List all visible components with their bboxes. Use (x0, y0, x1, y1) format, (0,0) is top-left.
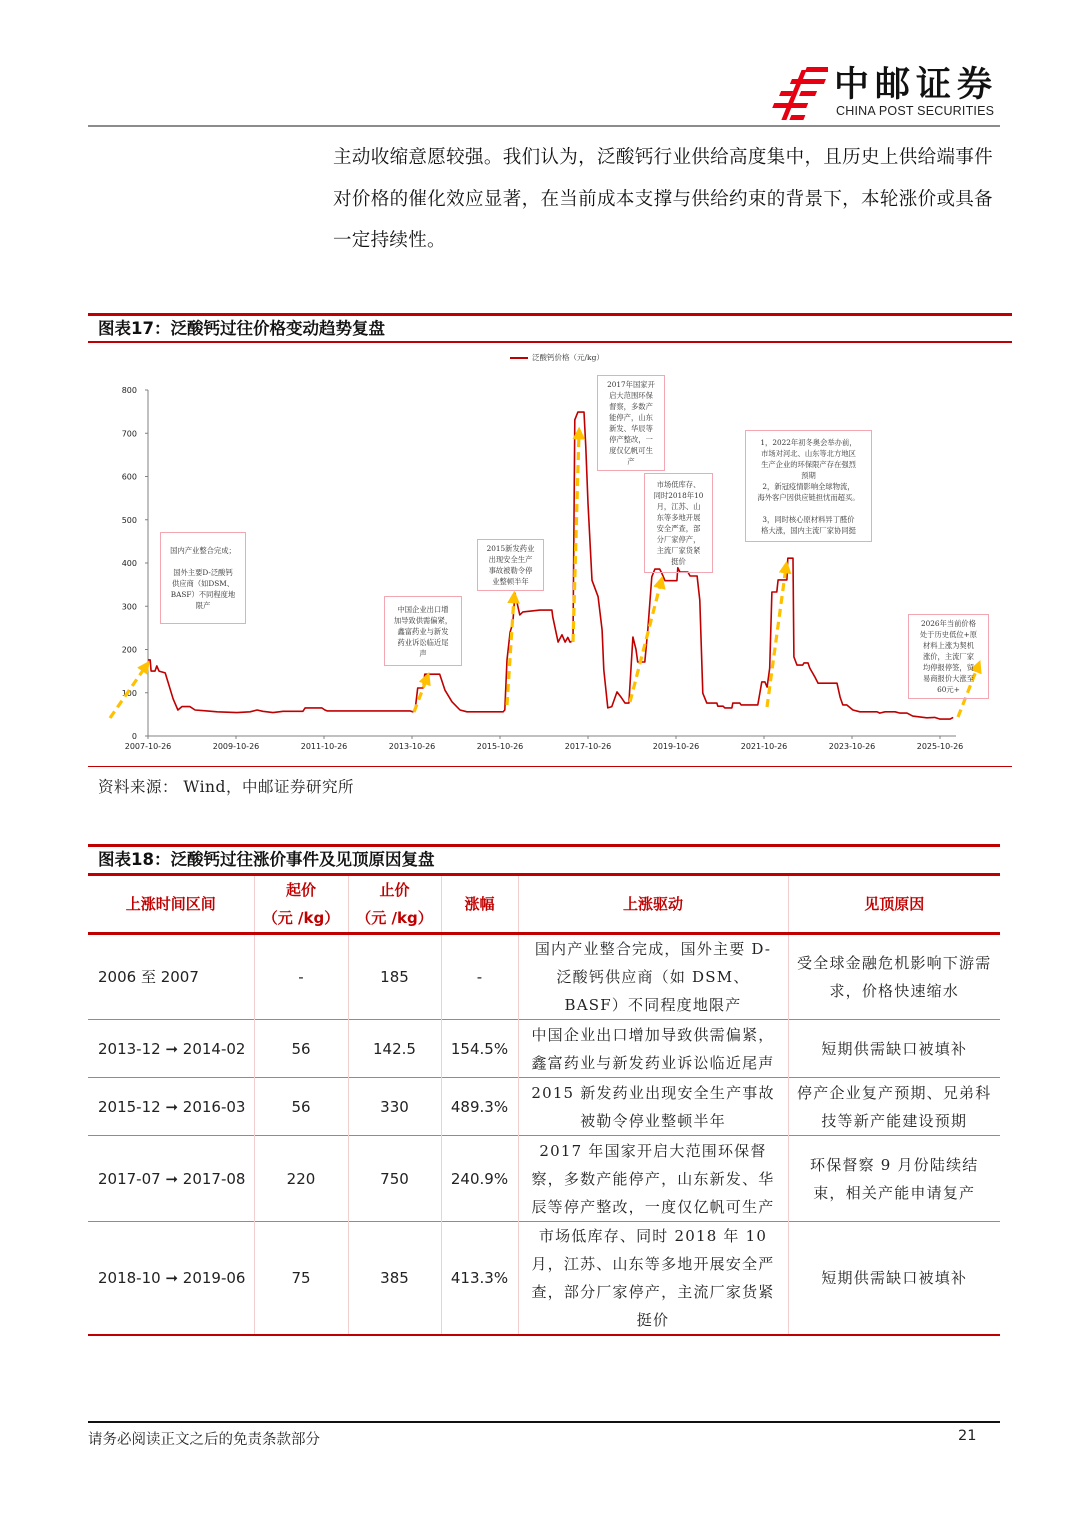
china-post-logo-icon (764, 64, 828, 124)
header-divider (88, 125, 1000, 127)
cell-end-price: 185 (348, 934, 441, 1020)
header-start-price-label: 起价 (285, 881, 316, 899)
header-end-price-label: 止价 (379, 881, 410, 899)
cell-start-price: 56 (254, 1078, 348, 1136)
header-start-price-unit: （元 /kg） (262, 909, 340, 927)
chart-annotation-2015: 2015新发药业 出现安全生产 事故被勒令停 业整顿半年 (477, 539, 544, 591)
figure17-top-rule (88, 313, 1012, 316)
cell-period: 2017-07 ➞ 2017-08 (88, 1136, 254, 1222)
header-end-price (348, 875, 441, 934)
x-tick-label: 2011-10-26 (300, 742, 348, 751)
cell-period: 2018-10 ➞ 2019-06 (88, 1222, 254, 1336)
table-row (88, 934, 1000, 1020)
y-tick-label: 0 (131, 732, 137, 741)
x-tick-label: 2009-10-26 (212, 742, 260, 751)
figure17-title: 图表17：泛酸钙过往价格变动趋势复盘 (98, 319, 385, 338)
table-row (88, 1136, 1000, 1222)
cell-start-price: 220 (254, 1136, 348, 1222)
cell-start-price: - (254, 934, 348, 1020)
cell-gain: 154.5% (441, 1020, 518, 1078)
chart-annotation-2017: 2017年国家开 启大范围环保 督察，多数产 能停产，山东 新发、华辰等 停产整改，一 度仅亿帆可生 产 (597, 375, 665, 471)
page-number: 21 (958, 1428, 977, 1444)
brand-name-cn: 中邮证券 (834, 65, 999, 105)
table-row (88, 1078, 1000, 1136)
y-tick-label: 700 (121, 429, 137, 439)
header-driver: 上涨驱动 (518, 875, 788, 934)
x-tick-label: 2015-10-26 (476, 742, 524, 751)
chart-annotation-2018: 市场低库存、 同时2018年10 月，江苏、山 东等多地开展 安全严查，部 分厂家停产， 主流厂家货紧 挺价 (644, 473, 713, 573)
trend-arrow-2013 (414, 678, 427, 712)
x-tick-label: 2023-10-26 (828, 742, 876, 751)
legend-label-price: 泛酸钙价格（元/kg） (532, 353, 604, 362)
body-paragraph: 主动收缩意愿较强。我们认为，泛酸钙行业供给高度集中，且历史上供给端事件对价格的催化效应显著，在当前成本支撑与供给约束的背景下，本轮涨价或具备一定持续性。 (333, 147, 993, 251)
cell-peak-reason: 短期供需缺口被填补 (821, 1039, 968, 1058)
trend-arrow-2007 (110, 666, 146, 718)
table-row (88, 1020, 1000, 1078)
brand-name-en: CHINA POST SECURITIES (836, 104, 995, 118)
chart-annotation-2022: 1，2022年初冬奥会举办前， 市场对河北、山东等北方地区 生产企业的环保限产存在强烈 预期 2，新冠疫情影响全球物流， 海外客户因供应链担忧而超买。 3，同时核心原材料异丁醛价 格大涨，国内主流厂家协同挺 (745, 430, 872, 542)
figure18-top-rule (88, 844, 1000, 847)
figure17-source: 资料来源： Wind，中邮证券研究所 (98, 778, 354, 796)
x-tick-label: 2019-10-26 (652, 742, 700, 751)
cell-gain: 413.3% (441, 1222, 518, 1336)
cell-peak-reason: 短期供需缺口被填补 (821, 1269, 968, 1287)
x-tick-label: 2021-10-26 (740, 742, 788, 751)
cell-driver: 中国企业出口增加导致供需偏紧，鑫富药业与新发药业诉讼临近尾声 (518, 1020, 788, 1078)
cell-period: 2015-12 ➞ 2016-03 (88, 1078, 254, 1136)
cell-start-price: 56 (254, 1020, 348, 1078)
cell-driver: 市场低库存、同时 2018 年 10 月，江苏、山东等多地开展安全严查，部分厂家停产，主流厂家货紧挺价 (518, 1222, 788, 1336)
x-tick-label: 2013-10-26 (388, 742, 436, 751)
y-tick-label: 400 (121, 559, 137, 568)
y-tick-label: 200 (121, 645, 137, 655)
x-tick-label: 2007-10-26 (124, 742, 172, 751)
cell-gain: - (441, 934, 518, 1020)
x-tick-label: 2017-10-26 (564, 742, 612, 751)
price-events-table (88, 873, 1000, 1336)
y-tick-label: 600 (121, 472, 137, 482)
disclaimer-note: 请务必阅读正文之后的免责条款部分 (88, 1432, 320, 1448)
cell-period: 2013-12 ➞ 2014-02 (88, 1020, 254, 1078)
cell-end-price: 142.5 (348, 1020, 441, 1078)
header-period: 上涨时间区间 (88, 875, 254, 934)
header-start-price (254, 875, 348, 934)
x-tick-label: 2025-10-26 (916, 742, 964, 751)
cell-peak-reason: 环保督察 9 月份陆续结束，相关产能申请复产 (810, 1155, 979, 1202)
cell-peak-reason: 停产企业复产预期、兄弟科技等新产能建设预期 (797, 1083, 992, 1130)
y-tick-label: 100 (121, 688, 137, 698)
y-tick-label: 800 (121, 386, 137, 395)
source-divider (88, 766, 1012, 767)
cell-driver: 国内产业整合完成，国外主要 D-泛酸钙供应商（如 DSM、BASF）不同程度地限产 (518, 934, 788, 1020)
footer-divider (88, 1421, 1000, 1423)
chart-annotation-2026: 2026年当前价格 处于历史低位+原 材料上涨为契机 涨价，主流厂家 均停报停签，贸 易商报价大涨至 60元+ (908, 614, 989, 699)
table-row (88, 1222, 1000, 1336)
chart-annotation-2007: 国内产业整合完成； 国外主要D-泛酸钙 供应商（如DSM、 BASF）不同程度地 限产 (160, 532, 246, 624)
table-header-row (88, 875, 1000, 934)
header-gain: 涨幅 (441, 875, 518, 934)
chart-annotation-2013: 中国企业出口增 加导致供需偏紧， 鑫富药业与新发 药业诉讼临近尾 声 (384, 596, 462, 666)
cell-end-price: 750 (348, 1136, 441, 1222)
cell-gain: 489.3% (441, 1078, 518, 1136)
cell-end-price: 385 (348, 1222, 441, 1336)
cell-period: 2006 至 2007 (88, 934, 254, 1020)
figure18-title: 图表18：泛酸钙过往涨价事件及见顶原因复盘 (98, 850, 435, 869)
cell-driver: 2017 年国家开启大范围环保督察，多数产能停产，山东新发、华辰等停产整改，一度仅亿帆可生产 (518, 1136, 788, 1222)
cell-start-price: 75 (254, 1222, 348, 1336)
cell-driver: 2015 新发药业出现安全生产事故被勒令停业整顿半年 (518, 1078, 788, 1136)
header-end-price-unit: （元 /kg） (356, 909, 433, 927)
y-tick-label: 500 (121, 515, 137, 525)
cell-gain: 240.9% (441, 1136, 518, 1222)
header-peak-reason: 见顶原因 (864, 895, 925, 913)
cell-end-price: 330 (348, 1078, 441, 1136)
cell-peak-reason: 受全球金融危机影响下游需求，价格快速缩水 (797, 954, 992, 1000)
y-tick-label: 300 (121, 602, 137, 612)
